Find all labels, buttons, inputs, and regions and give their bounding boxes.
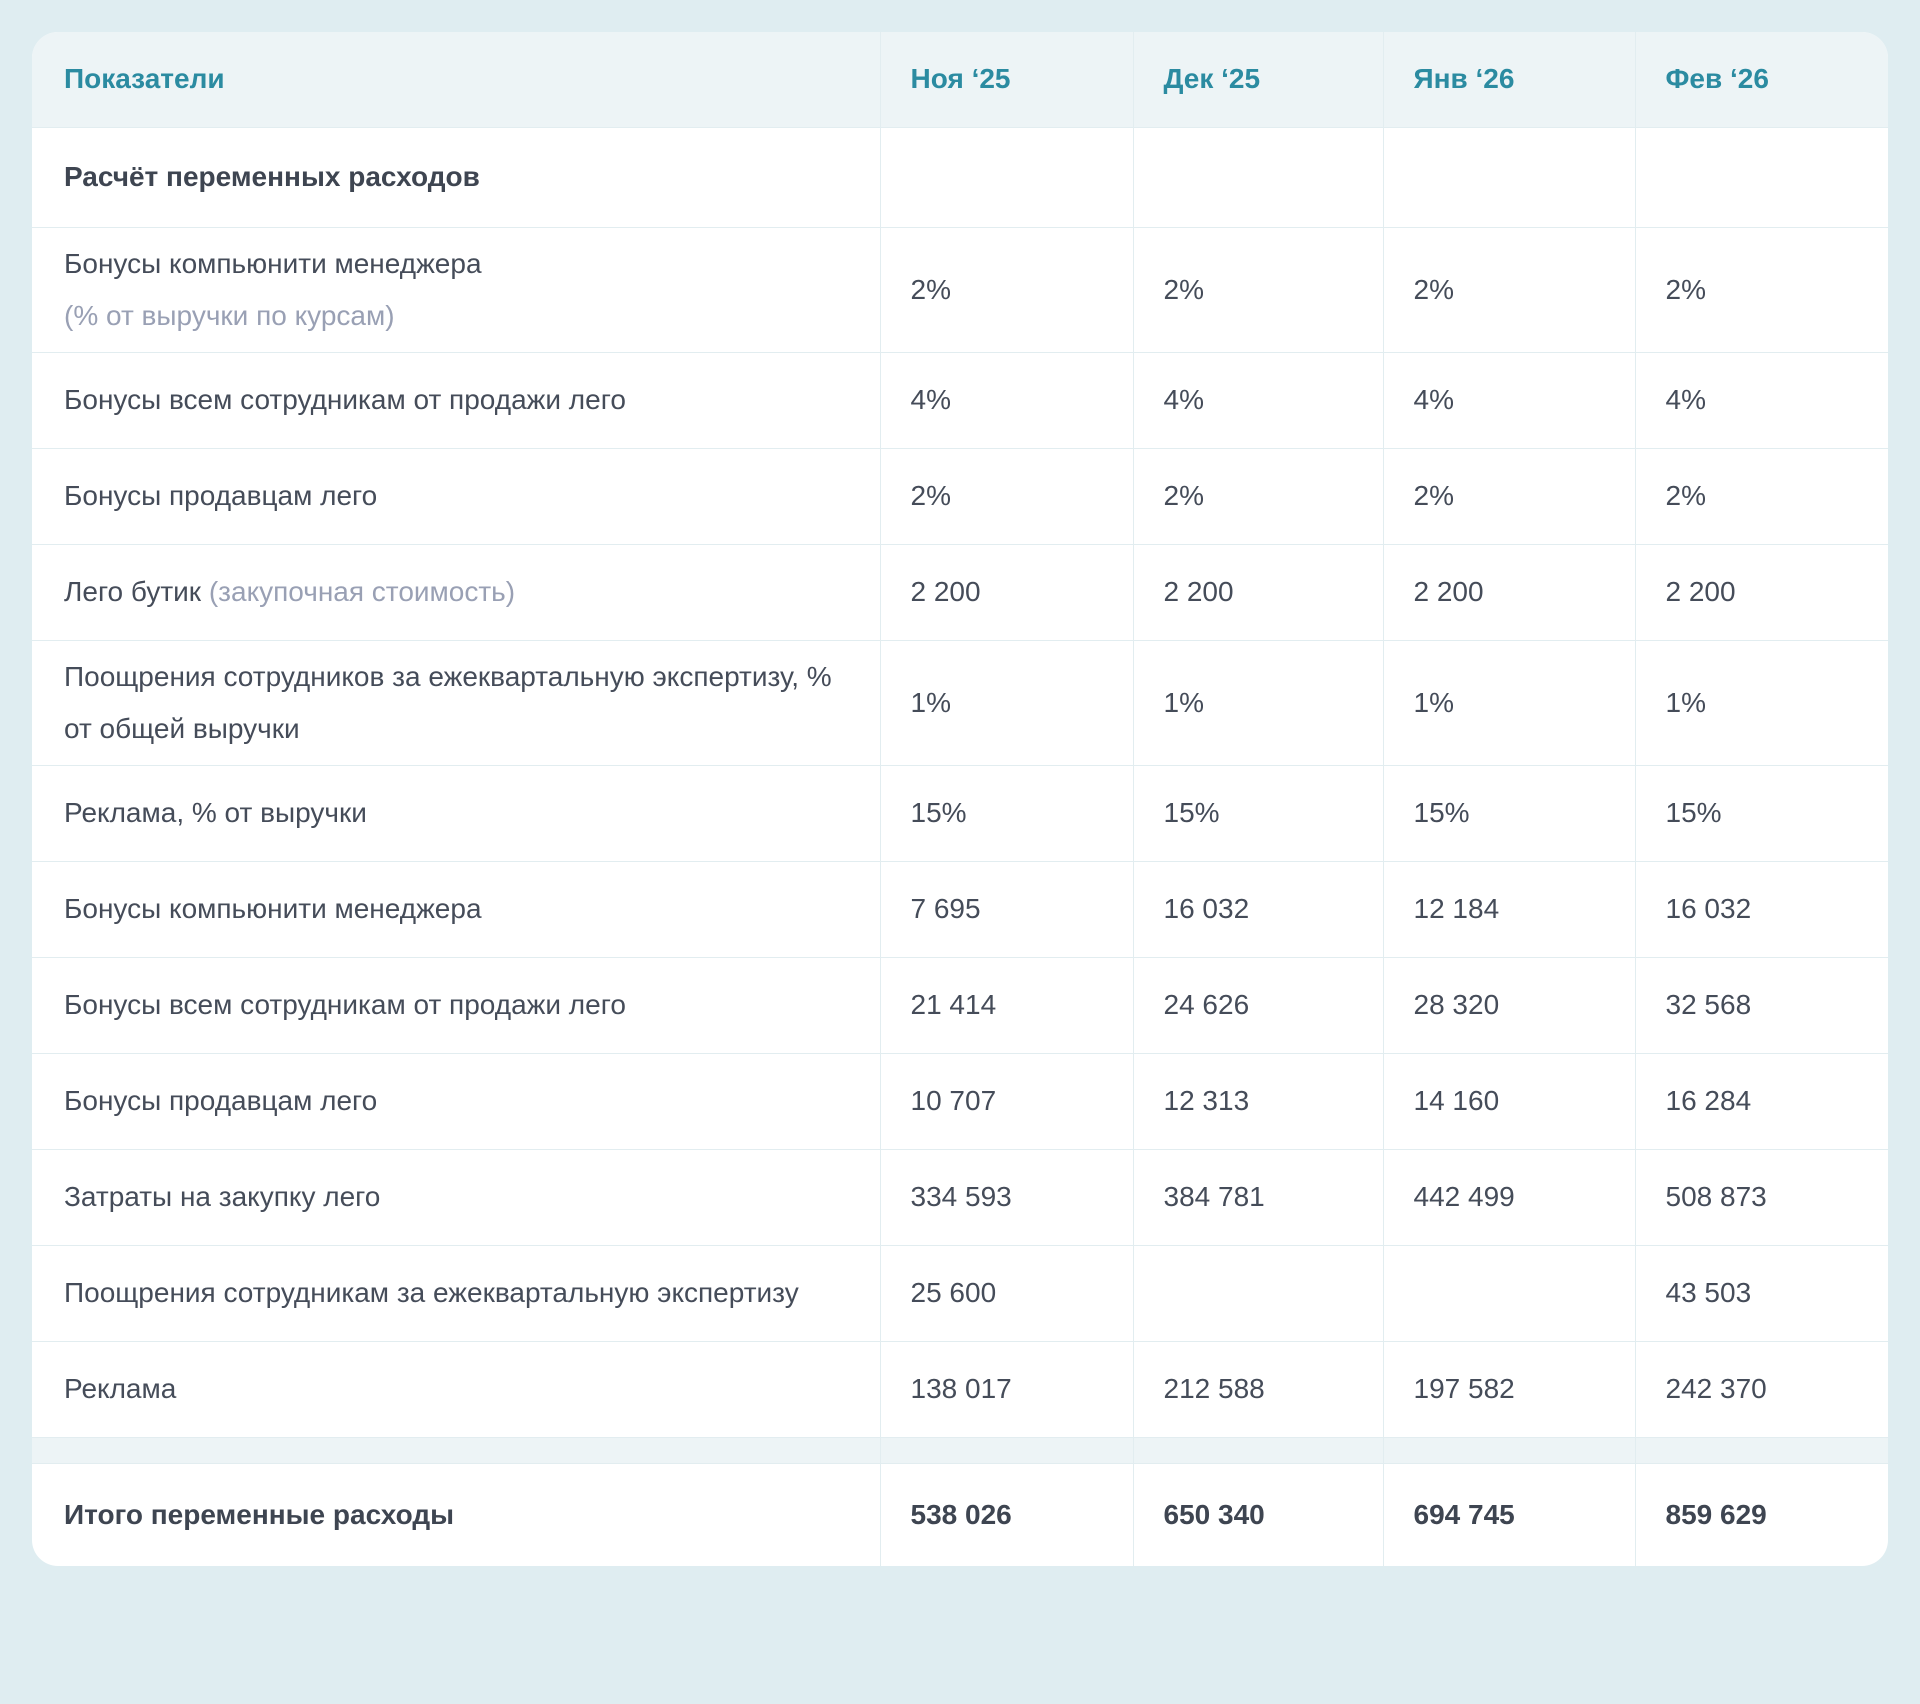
total-row <box>32 1463 1888 1566</box>
row-label-cell <box>32 127 880 227</box>
spacer-cell <box>1133 1437 1383 1463</box>
column-header-month: Ноя ‘25 <box>880 32 1133 127</box>
value-cell: 334 593 <box>880 1149 1133 1245</box>
value-cell: 650 340 <box>1133 1463 1383 1566</box>
row-label-cell <box>32 1463 880 1566</box>
value-cell: 384 781 <box>1133 1149 1383 1245</box>
value-cell: 138 017 <box>880 1341 1133 1437</box>
row-label-cell <box>32 1245 880 1341</box>
value-cell: 4% <box>1635 352 1888 448</box>
value-cell: 1% <box>1383 640 1635 765</box>
column-header-month: Фев ‘26 <box>1635 32 1888 127</box>
row-note: (% от выручки по курсам) <box>64 299 395 331</box>
table-row <box>32 765 1888 861</box>
row-label-cell <box>32 861 880 957</box>
spacer-row <box>32 1437 1888 1463</box>
value-cell: 538 026 <box>880 1463 1133 1566</box>
value-cell: 2 200 <box>1635 544 1888 640</box>
value-cell: 2% <box>1635 227 1888 352</box>
value-cell: 1% <box>1133 640 1383 765</box>
column-header-indicators: Показатели <box>32 32 880 127</box>
value-cell: 2% <box>880 227 1133 352</box>
row-note: (закупочная стоимость) <box>208 576 516 607</box>
value-cell: 24 626 <box>1133 957 1383 1053</box>
column-header-month: Дек ‘25 <box>1133 32 1383 127</box>
value-cell: 12 184 <box>1383 861 1635 957</box>
value-cell: 1% <box>880 640 1133 765</box>
spacer-cell <box>880 1437 1133 1463</box>
value-cell: 16 032 <box>1133 861 1383 957</box>
value-cell <box>1635 127 1888 227</box>
table-row <box>32 1341 1888 1437</box>
expenses-table <box>32 32 1888 1566</box>
value-cell: 25 600 <box>880 1245 1133 1341</box>
row-label: Бонусы продавцам лего <box>64 1085 378 1116</box>
row-label-cell <box>32 352 880 448</box>
value-cell: 15% <box>1635 765 1888 861</box>
value-cell: 15% <box>1133 765 1383 861</box>
value-cell: 28 320 <box>1383 957 1635 1053</box>
table-card <box>32 32 1888 1566</box>
value-cell: 2 200 <box>1383 544 1635 640</box>
header-row <box>32 32 1888 127</box>
row-label-cell <box>32 640 880 765</box>
value-cell: 15% <box>880 765 1133 861</box>
value-cell: 242 370 <box>1635 1341 1888 1437</box>
table-row <box>32 640 1888 765</box>
row-label-cell <box>32 1149 880 1245</box>
value-cell: 1% <box>1635 640 1888 765</box>
value-cell: 14 160 <box>1383 1053 1635 1149</box>
value-cell: 2 200 <box>1133 544 1383 640</box>
value-cell: 12 313 <box>1133 1053 1383 1149</box>
value-cell <box>1383 1245 1635 1341</box>
value-cell: 2% <box>1383 227 1635 352</box>
spacer-cell <box>1635 1437 1888 1463</box>
value-cell: 212 588 <box>1133 1341 1383 1437</box>
row-label-cell <box>32 1053 880 1149</box>
row-label-cell <box>32 227 880 352</box>
row-label: Бонусы всем сотрудникам от продажи лего <box>64 384 626 415</box>
value-cell: 16 032 <box>1635 861 1888 957</box>
table-row <box>32 227 1888 352</box>
value-cell: 694 745 <box>1383 1463 1635 1566</box>
value-cell: 2% <box>1133 448 1383 544</box>
column-header-month: Янв ‘26 <box>1383 32 1635 127</box>
row-label-cell <box>32 765 880 861</box>
row-label: Итого переменные расходы <box>64 1498 455 1530</box>
row-label-cell <box>32 957 880 1053</box>
value-cell: 2 200 <box>880 544 1133 640</box>
value-cell: 442 499 <box>1383 1149 1635 1245</box>
value-cell: 4% <box>880 352 1133 448</box>
value-cell <box>1133 1245 1383 1341</box>
row-label-cell <box>32 448 880 544</box>
table-row <box>32 1245 1888 1341</box>
row-label: Бонусы всем сотрудникам от продажи лего <box>64 989 626 1020</box>
value-cell: 508 873 <box>1635 1149 1888 1245</box>
row-label: Бонусы компьюнити менеджера <box>64 247 482 279</box>
value-cell: 10 707 <box>880 1053 1133 1149</box>
table-row <box>32 544 1888 640</box>
row-label: Затраты на закупку лего <box>64 1181 381 1212</box>
value-cell: 197 582 <box>1383 1341 1635 1437</box>
value-cell <box>1383 127 1635 227</box>
value-cell: 2% <box>1383 448 1635 544</box>
table-row <box>32 352 1888 448</box>
row-label: Реклама <box>64 1373 177 1404</box>
row-label-cell <box>32 544 880 640</box>
value-cell <box>1133 127 1383 227</box>
spacer-cell <box>1383 1437 1635 1463</box>
value-cell: 4% <box>1133 352 1383 448</box>
table-row <box>32 861 1888 957</box>
value-cell: 7 695 <box>880 861 1133 957</box>
value-cell: 15% <box>1383 765 1635 861</box>
value-cell <box>880 127 1133 227</box>
value-cell: 2% <box>1635 448 1888 544</box>
row-label: Расчёт переменных расходов <box>64 161 480 192</box>
row-label: Поощрения сотрудникам за ежеквартальную экспертизу <box>64 1277 799 1308</box>
value-cell: 43 503 <box>1635 1245 1888 1341</box>
value-cell: 2% <box>1133 227 1383 352</box>
value-cell: 32 568 <box>1635 957 1888 1053</box>
row-label: Бонусы компьюнити менеджера <box>64 893 482 924</box>
row-label: Реклама, % от выручки <box>64 797 367 828</box>
table-row <box>32 1149 1888 1245</box>
table-row <box>32 448 1888 544</box>
value-cell: 21 414 <box>880 957 1133 1053</box>
section-row <box>32 127 1888 227</box>
spacer-cell <box>32 1437 880 1463</box>
row-label: Бонусы продавцам лего <box>64 480 378 511</box>
table-row <box>32 1053 1888 1149</box>
value-cell: 2% <box>880 448 1133 544</box>
value-cell: 4% <box>1383 352 1635 448</box>
table-row <box>32 957 1888 1053</box>
row-label: Лего бутик <box>64 576 202 607</box>
row-label-cell <box>32 1341 880 1437</box>
value-cell: 859 629 <box>1635 1463 1888 1566</box>
value-cell: 16 284 <box>1635 1053 1888 1149</box>
row-label: Поощрения сотрудников за ежеквартальную экспертизу, % от общей выручки <box>64 660 832 744</box>
